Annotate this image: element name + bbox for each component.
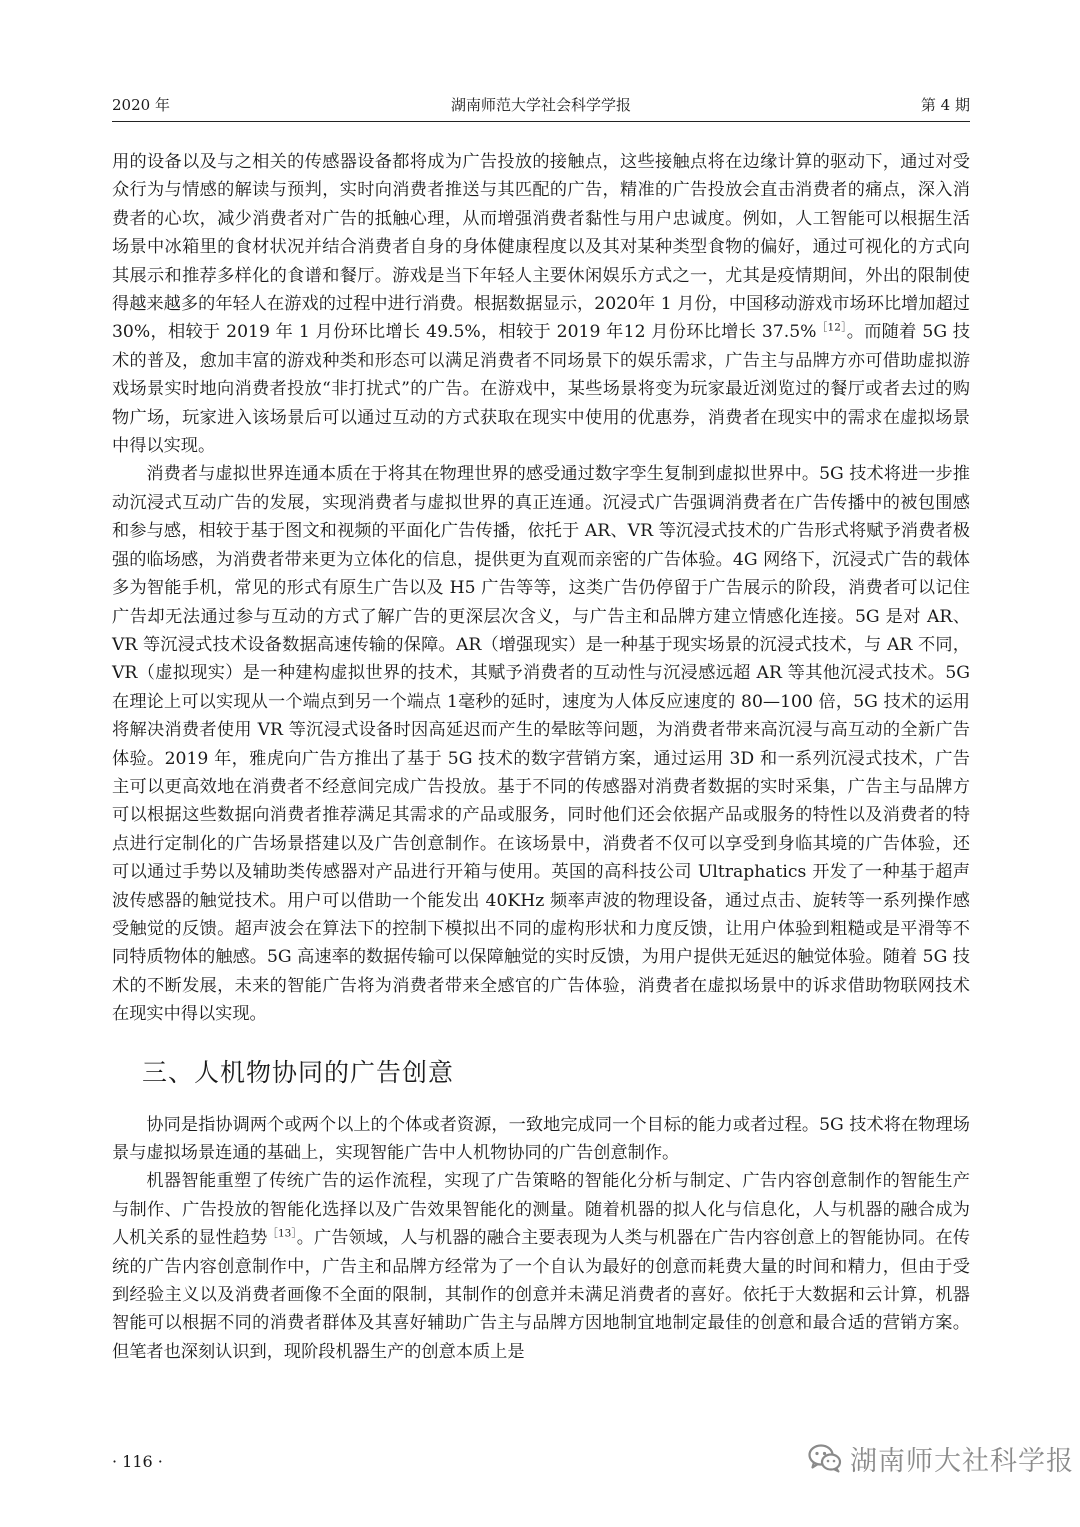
page-number: · 116 · xyxy=(112,1452,163,1471)
citation-13: ［13］ xyxy=(267,1227,297,1240)
header-journal-title: 湖南师范大学社会科学学报 xyxy=(450,96,631,114)
watermark xyxy=(808,1436,1074,1480)
paragraph-1-text-a: 用的设备以及与之相关的传感器设备都将成为广告投放的接触点，这些接触点将在边缘计算的驱动下，通过对受众行为与情感的解读与预判，实时向消费者推送与其匹配的广告，精准的广告投放会直击消费者的痛点，深入消费者的心坎，减少消费者对广告的抵触心理，从而增强消费者黏性与用户忠诚度。例如，人工智能可以根据生活场景中冰箱里的食材状况并结合消费者自身的身体健康程度以及其对某种类型食物的偏好，通过可视化的方式向其展示和推荐多样化的食谱和餐厅。游戏是当下年轻人主要休闲娱乐方式之一，尤其是疫情期间，外出的限制使得越来越多的年轻人在游戏的过程中进行消费。根据数据显示，2020年 1 月份，中国移动游戏市场环比增加超过 30%，相较于 2019 年 1 月份环比增长 49.5%，相较于 2019 年12 月份环比增长 37.5% xyxy=(112,152,970,343)
header-issue: 第 4 期 xyxy=(920,96,970,114)
running-header xyxy=(112,92,970,118)
paragraph-4 xyxy=(112,1167,970,1366)
paragraph-3: 协同是指协调两个或两个以上的个体或者资源，一致地完成同一个目标的能力或者过程。5G 技术将在物理场景与虚拟场景连通的基础上，实现智能广告中人机物协同的广告创意制作。 xyxy=(112,1114,970,1163)
watermark-text: 湖南师大社科学报 xyxy=(850,1445,1074,1477)
paragraph-2: 消费者与虚拟世界连通本质在于将其在物理世界的感受通过数字孪生复制到虚拟世界中。5G 技术将进一步推动沉浸式互动广告的发展，实现消费者与虚拟世界的真正连通。沉浸式广告强调消费者在广告传播中的被包围感和参与感，相较于基于图文和视频的平面化广告传播，依托于 AR、VR 等沉浸式技术的广告形式将赋予消费者极强的临场感，为消费者带来更为立体化的信息，提供更为直观而亲密的广告体验。4G 网络下，沉浸式广告的载体多为智能手机，常见的形式有原生广告以及 H5 广告等等，这类广告仍停留于广告展示的阶段，消费者可以记住广告却无法通过参与互动的方式了解广告的更深层次含义，与广告主和品牌方建立情感化连接。5G 是对 AR、VR 等沉浸式技术设备数据高速传输的保障。AR（增强现实）是一种基于现实场景的沉浸式技术，与 AR 不同，VR（虚拟现实）是一种建构虚拟世界的技术，其赋予消费者的互动性与沉浸感远超 AR 等其他沉浸式技术。5G 在理论上可以实现从一个端点到另一个端点 1毫秒的延时，速度为人体反应速度的 80—100 倍，5G 技术的运用将解决消费者使用 VR 等沉浸式设备时因高延迟而产生的晕眩等问题，为消费者带来高沉浸与高互动的全新广告体验。2019 年，雅虎向广告方推出了基于 5G 技术的数字营销方案，通过运用 3D 和一系列沉浸式技术，广告主可以更高效地在消费者不经意间完成广告投放。基于不同的传感器对消费者数据的实时采集，广告主与品牌方可以根据这些数据向消费者推荐满足其需求的产品或服务，同时他们还会依据产品或服务的特性以及消费者的特点进行定制化的广告场景搭建以及广告创意制作。在该场景中，消费者不仅可以享受到身临其境的广告体验，还可以通过手势以及辅助类传感器对产品进行开箱与使用。英国的高科技公司 Ultraphatics 开发了一种基于超声波传感器的触觉技术。用户可以借助一个能发出 40KHz 频率声波的物理设备，通过点击、旋转等一系列操作感受触觉的反馈。超声波会在算法下的控制下模拟出不同的虚构形状和力度反馈，让用户体验到粗糙或是平滑等不同特质物体的触感。5G 高速率的数据传输可以保障触觉的实时反馈，为用户提供无延迟的触觉体验。随着 5G 技术的不断发展，未来的智能广告将为消费者带来全感官的广告体验，消费者在虚拟场景中的诉求借助物联网技术在现实中得以实现。 xyxy=(112,464,970,1025)
citation-12: ［12］ xyxy=(816,321,847,334)
paragraph-4-text-a: 机器智能重塑了传统广告的运作流程，实现了广告策略的智能化分析与制定、广告内容创意制作的智能生产与制作、广告投放的智能化选择以及广告效果智能化的测量。随着机器的拟人化与信息化，人与机器的融合成为人机关系的显性趋势 xyxy=(112,1171,970,1249)
paragraph-4-text-b: 。广告领域，人与机器的融合主要表现为人类与机器在广告内容创意上的智能协同。在传统的广告内容创意制作中，广告主和品牌方经常为了一个自认为最好的创意而耗费大量的时间和精力，但由于受到经验主义以及消费者画像不全面的限制，其制作的创意并未满足消费者的喜好。依托于大数据和云计算，机器智能可以根据不同的消费者群体及其喜好辅助广告主与品牌方因地制宜地制定最佳的创意和最合适的营销方案。但笔者也深刻认识到，现阶段机器生产的创意本质上是 xyxy=(112,1228,970,1362)
header-year: 2020 年 xyxy=(112,96,170,114)
article-body xyxy=(112,148,970,1366)
wechat-icon xyxy=(808,1443,842,1473)
section-heading: 三、人机物协同的广告创意 xyxy=(142,1057,455,1087)
paragraph-1-text-b: 。而随着 5G 技术的普及，愈加丰富的游戏种类和形态可以满足消费者不同场景下的娱乐需求，广告主与品牌方亦可借助虚拟游戏场景实时地向消费者投放“非打扰式”的广告。在游戏中，某些场景将变为玩家最近浏览过的餐厅或者去过的购物广场，玩家进入该场景后可以通过互动的方式获取在现实中使用的优惠券，消费者在现实中的需求在虚拟场景中得以实现。 xyxy=(112,322,970,457)
header-rule xyxy=(112,121,970,122)
paragraph-1 xyxy=(112,148,970,460)
